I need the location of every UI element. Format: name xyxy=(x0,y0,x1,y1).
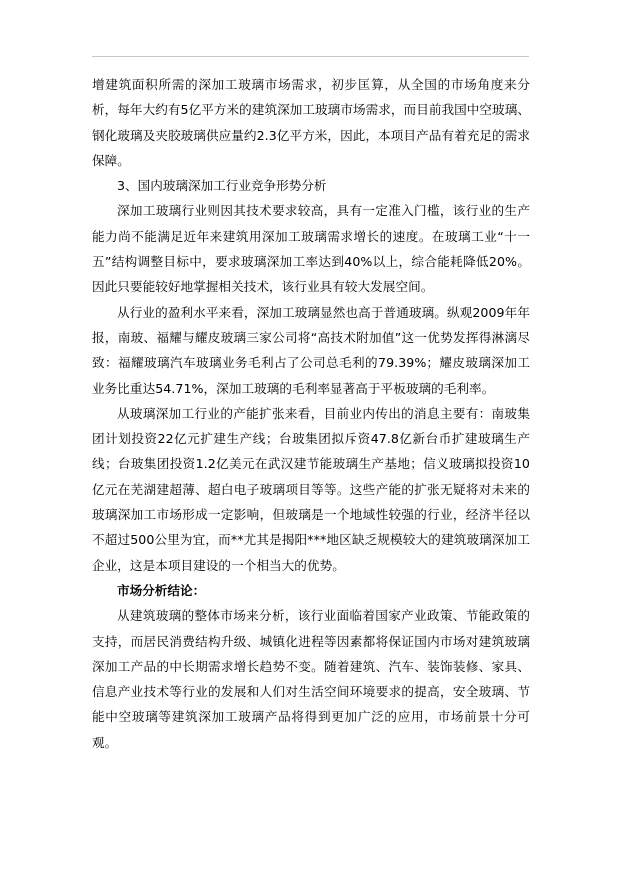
paragraph-industry-threshold: 深加工玻璃行业则因其技术要求较高，具有一定准入门槛，该行业的生产能力尚不能满足近年来建筑用深加工玻璃需求增长的速度。在玻璃工业“十一五”结构调整目标中，要求玻璃深加工率达到40%以上，综合能耗降低20%。因此只要能较好地掌握相关技术，该行业具有较大发展空间。 xyxy=(92,203,530,295)
header-rule xyxy=(92,56,529,57)
paragraph-conclusion: 从建筑玻璃的整体市场来分析，该行业面临着国家产业政策、节能政策的支持，而居民消费结构升级、城镇化进程等因素都将保证国内市场对建筑玻璃深加工产品的中长期需求增长趋势不变。随着建筑、汽车、装饰装修、家具、信息产业技术等行业的发展和人们对生活空间环境要求的提高，安全玻璃、节能中空玻璃等建筑深加工玻璃产品将得到更加广泛的应用，市场前景十分可观。 xyxy=(92,608,530,750)
paragraph-demand-continuation: 增建筑面积所需的深加工玻璃市场需求，初步匡算，从全国的市场角度来分析，每年大约有5亿平方米的建筑深加工玻璃市场需求，而目前我国中空玻璃、钢化玻璃及夹胶玻璃供应量约2.3亿平方米，因此，本项目产品有着充足的需求保障。 xyxy=(92,77,530,168)
document-body xyxy=(92,72,530,755)
paragraph-profitability: 从行业的盈利水平来看，深加工玻璃显然也高于普通玻璃。纵观2009年年报，南玻、福耀与耀皮玻璃三家公司将“高技术附加值”这一优势发挥得淋漓尽致：福耀玻璃汽车玻璃业务毛利占了公司总毛利的79.39%；耀皮玻璃深加工业务比重达54.71%，深加工玻璃的毛利率显著高于平板玻璃的毛利率。 xyxy=(92,304,530,396)
section-heading-conclusion: 市场分析结论： xyxy=(117,582,206,598)
section-heading-competition: 3、国内玻璃深加工行业竞争形势分析 xyxy=(117,178,327,194)
paragraph-capacity-expansion: 从玻璃深加工行业的产能扩张来看，目前业内传出的消息主要有：南玻集团计划投资22亿元扩建生产线；台玻集团拟斥资47.8亿新台币扩建玻璃生产线；台玻集团投资1.2亿美元在武汉建节能玻璃生产基地；信义玻璃拟投资10亿元在芜湖建超薄、超白电子玻璃项目等等。这些产能的扩张无疑将对未来的玻璃深加工市场形成一定影响，但玻璃是一个地域性较强的行业，经济半径以不超过500公里为宜，而**尤其是揭阳***地区缺乏规模较大的建筑玻璃深加工企业，这是本项目建设的一个相当大的优势。 xyxy=(92,405,530,573)
